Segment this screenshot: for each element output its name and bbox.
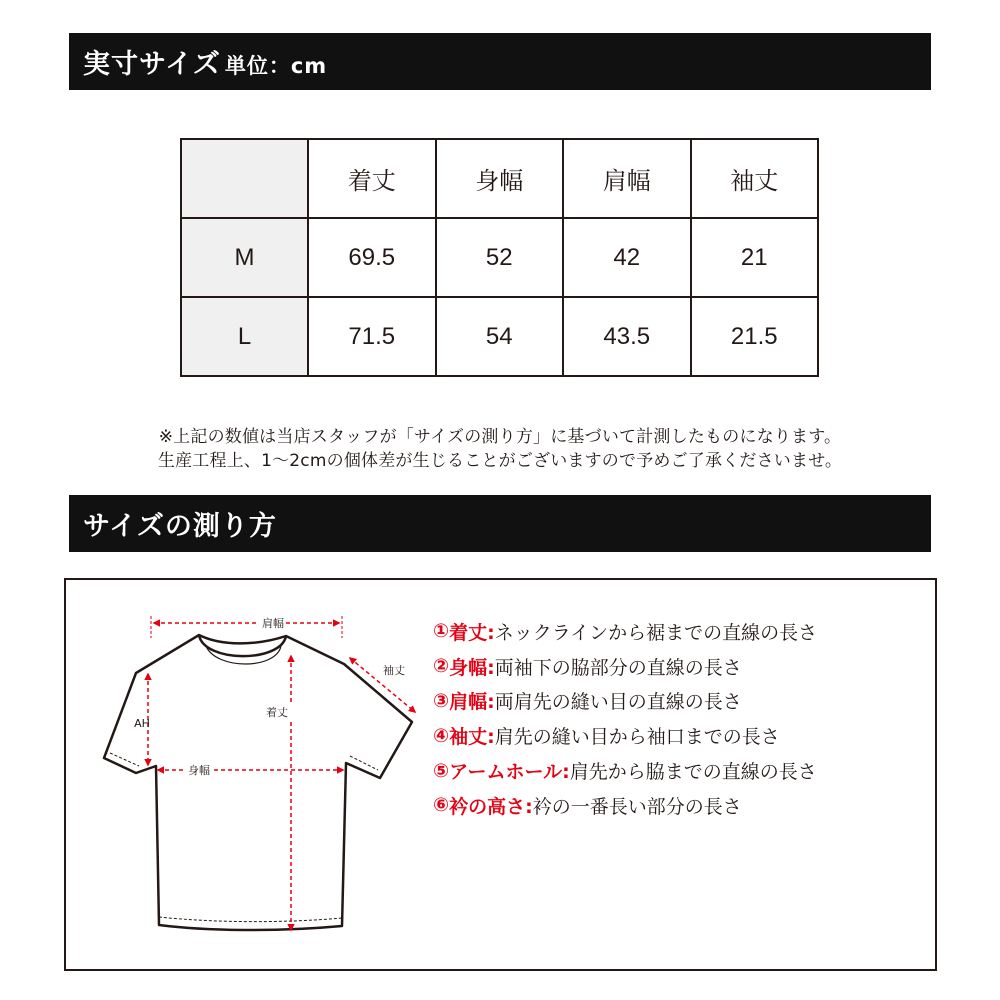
shoulder-label: 肩幅 — [262, 617, 284, 630]
column-header: 袖丈 — [691, 139, 819, 218]
legend-term: 身幅: — [449, 656, 495, 679]
table-header-row — [181, 139, 818, 218]
legend-item — [433, 788, 817, 823]
measurement-legend — [433, 614, 817, 823]
how-to-measure-header-bar — [69, 495, 931, 552]
tshirt-diagram — [96, 608, 426, 953]
width-label: 身幅 — [188, 764, 210, 777]
size-header-bar — [69, 33, 931, 90]
legend-item — [433, 649, 817, 684]
table-cell: 21 — [691, 218, 819, 297]
legend-term: 衿の高さ: — [449, 795, 533, 818]
length-measure — [266, 656, 291, 930]
legend-term: 着丈: — [449, 621, 495, 644]
table-cell: 42 — [563, 218, 691, 297]
legend-number: ⑤ — [433, 759, 450, 782]
how-to-measure-title: サイズの測り方 — [83, 511, 277, 542]
legend-description: ネックラインから裾までの直線の長さ — [494, 621, 818, 644]
legend-description: 両肩先の縫い目の直線の長さ — [494, 691, 742, 714]
width-measure — [158, 763, 343, 777]
legend-number: ③ — [433, 689, 450, 712]
sleeve-label: 袖丈 — [383, 664, 405, 677]
measurement-note-line-1: ※上記の数値は当店スタッフが「サイズの測り方」に基づいて計測したものになります。 — [158, 427, 842, 447]
armhole-measure — [134, 674, 150, 765]
size-header-title: 実寸サイズ — [83, 49, 221, 80]
row-size-label: M — [181, 218, 308, 297]
table-cell: 69.5 — [308, 218, 436, 297]
table-cell: 71.5 — [308, 297, 436, 376]
table-cell: 43.5 — [563, 297, 691, 376]
legend-number: ① — [433, 620, 450, 643]
measurement-note-line-2: 生産工程上、1～2cmの個体差が生じることがございますので予めご了承くださいませ。 — [157, 451, 843, 471]
shoulder-measure — [151, 616, 342, 638]
legend-description: 衿の一番長い部分の長さ — [532, 795, 742, 818]
column-header: 着丈 — [308, 139, 436, 218]
table-row — [181, 218, 818, 297]
legend-item — [433, 753, 817, 788]
legend-term: アームホール: — [449, 761, 570, 784]
table-row — [181, 297, 818, 376]
legend-number: ② — [433, 655, 450, 678]
table-cell: 54 — [436, 297, 564, 376]
length-label: 着丈 — [266, 706, 288, 719]
table-cell: 21.5 — [691, 297, 819, 376]
column-header: 身幅 — [436, 139, 564, 218]
legend-number: ⑥ — [433, 794, 450, 817]
legend-term: 肩幅: — [449, 691, 495, 714]
legend-description: 肩先の縫い目から袖口までの長さ — [494, 726, 780, 749]
armhole-label: AH — [134, 717, 150, 730]
row-size-label: L — [181, 297, 308, 376]
legend-item — [433, 614, 817, 649]
legend-term: 袖丈: — [449, 726, 495, 749]
size-header-unit: 単位：cm — [224, 53, 328, 78]
size-table — [180, 138, 819, 377]
legend-item — [433, 718, 817, 753]
legend-number: ④ — [433, 724, 450, 747]
sleeve-measure — [350, 658, 415, 712]
legend-description: 肩先から脇までの直線の長さ — [569, 761, 817, 784]
tshirt-outline — [104, 635, 412, 930]
column-header: 肩幅 — [563, 139, 691, 218]
legend-description: 両袖下の脇部分の直線の長さ — [494, 656, 742, 679]
table-cell: 52 — [436, 218, 564, 297]
legend-item — [433, 684, 817, 719]
table-corner-cell — [181, 139, 308, 218]
